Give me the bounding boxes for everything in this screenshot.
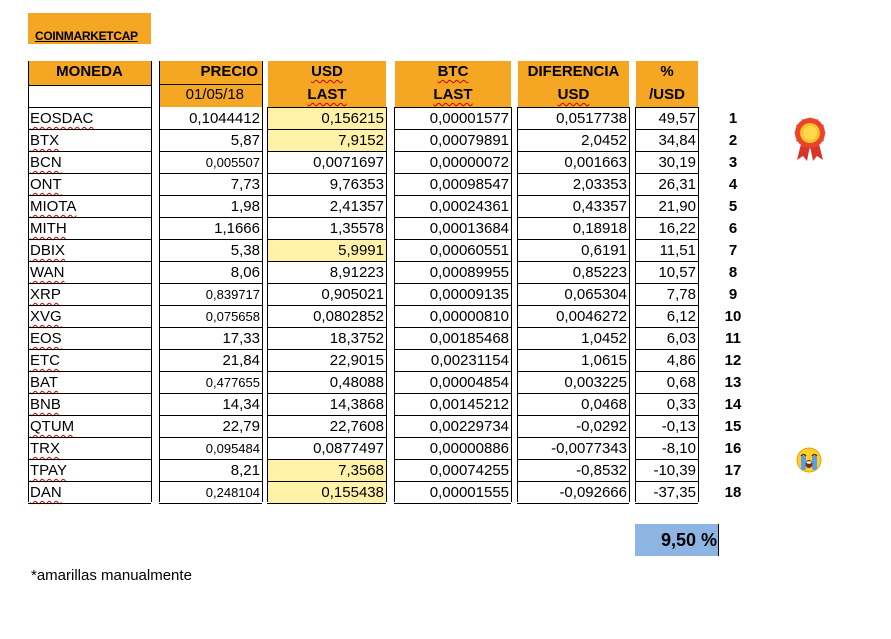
header-moneda: MONEDA <box>28 61 151 85</box>
cell-rank[interactable]: 17 <box>724 462 742 479</box>
cell-usd[interactable]: 9,76353 <box>329 176 384 193</box>
cell-dif[interactable]: 0,18918 <box>572 220 627 237</box>
cell-name[interactable]: BAT <box>30 374 59 391</box>
cell-usd[interactable]: 0,0877497 <box>313 440 384 457</box>
cell-btc[interactable]: 0,00229734 <box>429 418 509 435</box>
cell-rank[interactable]: 10 <box>724 308 742 325</box>
divider <box>511 107 512 502</box>
cell-btc[interactable]: 0,00079891 <box>429 132 509 149</box>
cell-rank[interactable]: 2 <box>728 132 738 149</box>
cell-name[interactable]: BNB <box>30 396 61 413</box>
crying-face-icon <box>796 447 822 473</box>
cell-rank[interactable]: 3 <box>728 154 738 171</box>
cell-btc[interactable]: 0,00009135 <box>429 286 509 303</box>
cell-usd[interactable]: 0,0802852 <box>313 308 384 325</box>
cell-btc[interactable]: 0,00000072 <box>429 154 509 171</box>
cell-name[interactable]: ETC <box>30 352 60 369</box>
cell-rank[interactable]: 13 <box>724 374 742 391</box>
divider <box>635 107 698 108</box>
divider <box>160 84 262 85</box>
cell-precio[interactable]: 14,34 <box>222 396 260 413</box>
cell-precio[interactable]: 7,73 <box>230 176 260 193</box>
cell-usd[interactable]: 14,3868 <box>329 396 384 413</box>
cell-dif[interactable]: -0,8532 <box>576 462 627 479</box>
divider <box>262 61 263 502</box>
cell-dif[interactable]: 0,6191 <box>581 242 627 259</box>
cell-btc[interactable]: 0,00231154 <box>430 352 509 369</box>
cell-precio[interactable]: 22,79 <box>222 418 260 435</box>
cell-name[interactable]: XVG <box>30 308 62 325</box>
cell-usd[interactable]: 1,35578 <box>329 220 384 237</box>
header-diferencia: DIFERENCIA USD <box>518 61 629 107</box>
cell-name[interactable]: EOS <box>30 330 62 347</box>
cell-name[interactable]: ONT <box>30 176 62 193</box>
cell-pct[interactable]: -10,39 <box>653 462 696 479</box>
cell-btc[interactable]: 0,00004854 <box>429 374 509 391</box>
cell-rank[interactable]: 18 <box>724 484 742 501</box>
cell-name[interactable]: BCN <box>30 154 62 171</box>
cell-usd[interactable]: 0,155438 <box>268 482 386 503</box>
cell-rank[interactable]: 11 <box>725 330 741 347</box>
cell-usd[interactable]: 5,9991 <box>268 240 386 261</box>
cell-usd[interactable]: 7,9152 <box>268 130 386 151</box>
cell-rank[interactable]: 6 <box>728 220 738 237</box>
divider <box>159 503 262 504</box>
cell-dif[interactable]: 0,003225 <box>564 374 627 391</box>
cell-pct[interactable]: 10,57 <box>658 264 696 281</box>
cell-precio[interactable]: 0,477655 <box>205 375 260 390</box>
divider <box>698 107 699 502</box>
cell-precio[interactable]: 0,095484 <box>205 441 260 456</box>
header-usd-last: USD LAST <box>268 61 386 107</box>
cell-pct[interactable]: 7,78 <box>666 286 696 303</box>
cell-usd[interactable]: 18,3752 <box>329 330 384 347</box>
cell-btc[interactable]: 0,00098547 <box>429 176 509 193</box>
cell-name[interactable]: QTUM <box>30 418 75 435</box>
divider <box>629 107 630 502</box>
cell-usd[interactable]: 2,41357 <box>329 198 384 215</box>
cell-rank[interactable]: 15 <box>724 418 742 435</box>
cell-dif[interactable]: -0,0077343 <box>551 440 627 457</box>
divider <box>517 503 629 504</box>
cell-rank[interactable]: 16 <box>724 440 742 457</box>
cell-name[interactable]: TRX <box>30 440 60 457</box>
cell-precio[interactable]: 5,87 <box>230 132 260 149</box>
cell-name[interactable]: DBIX <box>30 242 66 259</box>
cell-pct[interactable]: -8,10 <box>661 440 696 457</box>
divider <box>386 107 387 502</box>
cell-btc[interactable]: 0,00089955 <box>429 264 509 281</box>
cell-usd[interactable]: 22,7608 <box>329 418 384 435</box>
cell-name[interactable]: XRP <box>30 286 61 303</box>
cell-pct[interactable]: 0,68 <box>666 374 696 391</box>
cell-name[interactable]: MIOTA <box>30 198 77 215</box>
total-percent: 9,50 % <box>660 530 717 550</box>
cell-rank[interactable]: 7 <box>728 242 738 259</box>
cell-rank[interactable]: 9 <box>728 286 738 303</box>
cell-pct[interactable]: 34,84 <box>658 132 696 149</box>
header-btc-last: BTC LAST <box>395 61 511 107</box>
divider <box>267 503 386 504</box>
cell-btc[interactable]: 0,00000886 <box>429 440 509 457</box>
cell-usd[interactable]: 7,3568 <box>268 460 386 481</box>
cell-btc[interactable]: 0,00001555 <box>429 484 509 501</box>
divider <box>28 85 151 86</box>
cell-name[interactable]: TPAY <box>30 462 67 479</box>
cell-precio[interactable]: 8,21 <box>230 462 260 479</box>
cell-dif[interactable]: 0,0468 <box>581 396 627 413</box>
cell-btc[interactable]: 0,00185468 <box>429 330 509 347</box>
divider <box>394 503 511 504</box>
divider <box>517 107 629 108</box>
cell-name[interactable]: DAN <box>30 484 62 501</box>
cell-precio[interactable]: 0,005507 <box>205 155 260 170</box>
cell-usd[interactable]: 8,91223 <box>329 264 384 281</box>
cell-dif[interactable]: 0,85223 <box>572 264 627 281</box>
cell-dif[interactable]: 0,0517738 <box>556 110 627 127</box>
cell-pct[interactable]: -0,13 <box>661 418 696 435</box>
divider <box>151 61 152 502</box>
cell-dif[interactable]: 0,0046272 <box>556 308 627 325</box>
cell-rank[interactable]: 1 <box>728 110 738 127</box>
sheet-title: COINMARKETCAP <box>35 29 138 43</box>
divider <box>718 524 719 556</box>
cell-precio[interactable]: 21,84 <box>222 352 260 369</box>
cell-precio[interactable]: 5,38 <box>230 242 260 259</box>
cell-dif[interactable]: 2,0452 <box>581 132 627 149</box>
cell-dif[interactable]: 0,065304 <box>564 286 627 303</box>
cell-usd[interactable]: 0,48088 <box>329 374 384 391</box>
cell-usd[interactable]: 22,9015 <box>329 352 384 369</box>
cell-precio[interactable]: 0,075658 <box>205 309 260 324</box>
divider <box>28 503 151 504</box>
cell-btc[interactable]: 0,00074255 <box>429 462 509 479</box>
cell-precio[interactable]: 17,33 <box>222 330 260 347</box>
cell-dif[interactable]: -0,0292 <box>576 418 627 435</box>
cell-dif[interactable]: -0,092666 <box>559 484 627 501</box>
cell-pct[interactable]: -37,35 <box>653 484 696 501</box>
header-percent: % /USD <box>636 61 698 107</box>
cell-usd[interactable]: 0,905021 <box>321 286 384 303</box>
cell-name[interactable]: MITH <box>30 220 67 237</box>
cell-precio[interactable]: 0,248104 <box>205 485 260 500</box>
cell-name[interactable]: EOSDAC <box>30 110 94 127</box>
cell-pct[interactable]: 21,90 <box>658 198 696 215</box>
cell-dif[interactable]: 0,001663 <box>564 154 627 171</box>
divider <box>635 503 698 504</box>
cell-precio[interactable]: 1,1666 <box>214 220 260 237</box>
header-precio: PRECIO 01/05/18 <box>160 61 262 107</box>
cell-btc[interactable]: 0,00013684 <box>429 220 509 237</box>
cell-pct[interactable]: 16,22 <box>658 220 696 237</box>
cell-btc[interactable]: 0,00000810 <box>429 308 509 325</box>
cell-pct[interactable]: 4,86 <box>666 352 696 369</box>
cell-precio[interactable]: 0,1044412 <box>189 110 260 127</box>
cell-rank[interactable]: 14 <box>724 396 742 413</box>
cell-pct[interactable]: 6,03 <box>666 330 696 347</box>
cell-dif[interactable]: 0,43357 <box>572 198 627 215</box>
cell-rank[interactable]: 12 <box>724 352 742 369</box>
cell-dif[interactable]: 1,0615 <box>581 352 627 369</box>
cell-dif[interactable]: 1,0452 <box>581 330 627 347</box>
cell-pct[interactable]: 6,12 <box>666 308 696 325</box>
cell-pct[interactable]: 0,33 <box>666 396 696 413</box>
divider <box>267 107 386 108</box>
cell-name[interactable]: WAN <box>30 264 65 281</box>
footnote: *amarillas manualmente <box>31 567 192 584</box>
cell-precio[interactable]: 8,06 <box>230 264 260 281</box>
cell-rank[interactable]: 8 <box>728 264 738 281</box>
cell-btc[interactable]: 0,00145212 <box>429 396 509 413</box>
cell-precio[interactable]: 0,839717 <box>205 287 260 302</box>
divider <box>394 107 511 108</box>
cell-precio[interactable]: 1,98 <box>230 198 260 215</box>
cell-btc[interactable]: 0,00060551 <box>429 242 509 259</box>
cell-btc[interactable]: 0,00024361 <box>429 198 509 215</box>
cell-pct[interactable]: 30,19 <box>658 154 696 171</box>
cell-btc[interactable]: 0,00001577 <box>429 110 509 127</box>
cell-usd[interactable]: 0,0071697 <box>313 154 384 171</box>
cell-pct[interactable]: 49,57 <box>658 110 696 127</box>
cell-rank[interactable]: 4 <box>728 176 738 193</box>
cell-rank[interactable]: 5 <box>728 198 738 215</box>
cell-pct[interactable]: 26,31 <box>658 176 696 193</box>
cell-name[interactable]: BTX <box>30 132 60 149</box>
cell-dif[interactable]: 2,03353 <box>572 176 627 193</box>
cell-usd[interactable]: 0,156215 <box>268 108 386 129</box>
cell-pct[interactable]: 11,51 <box>659 242 696 259</box>
medal-icon <box>792 116 828 162</box>
